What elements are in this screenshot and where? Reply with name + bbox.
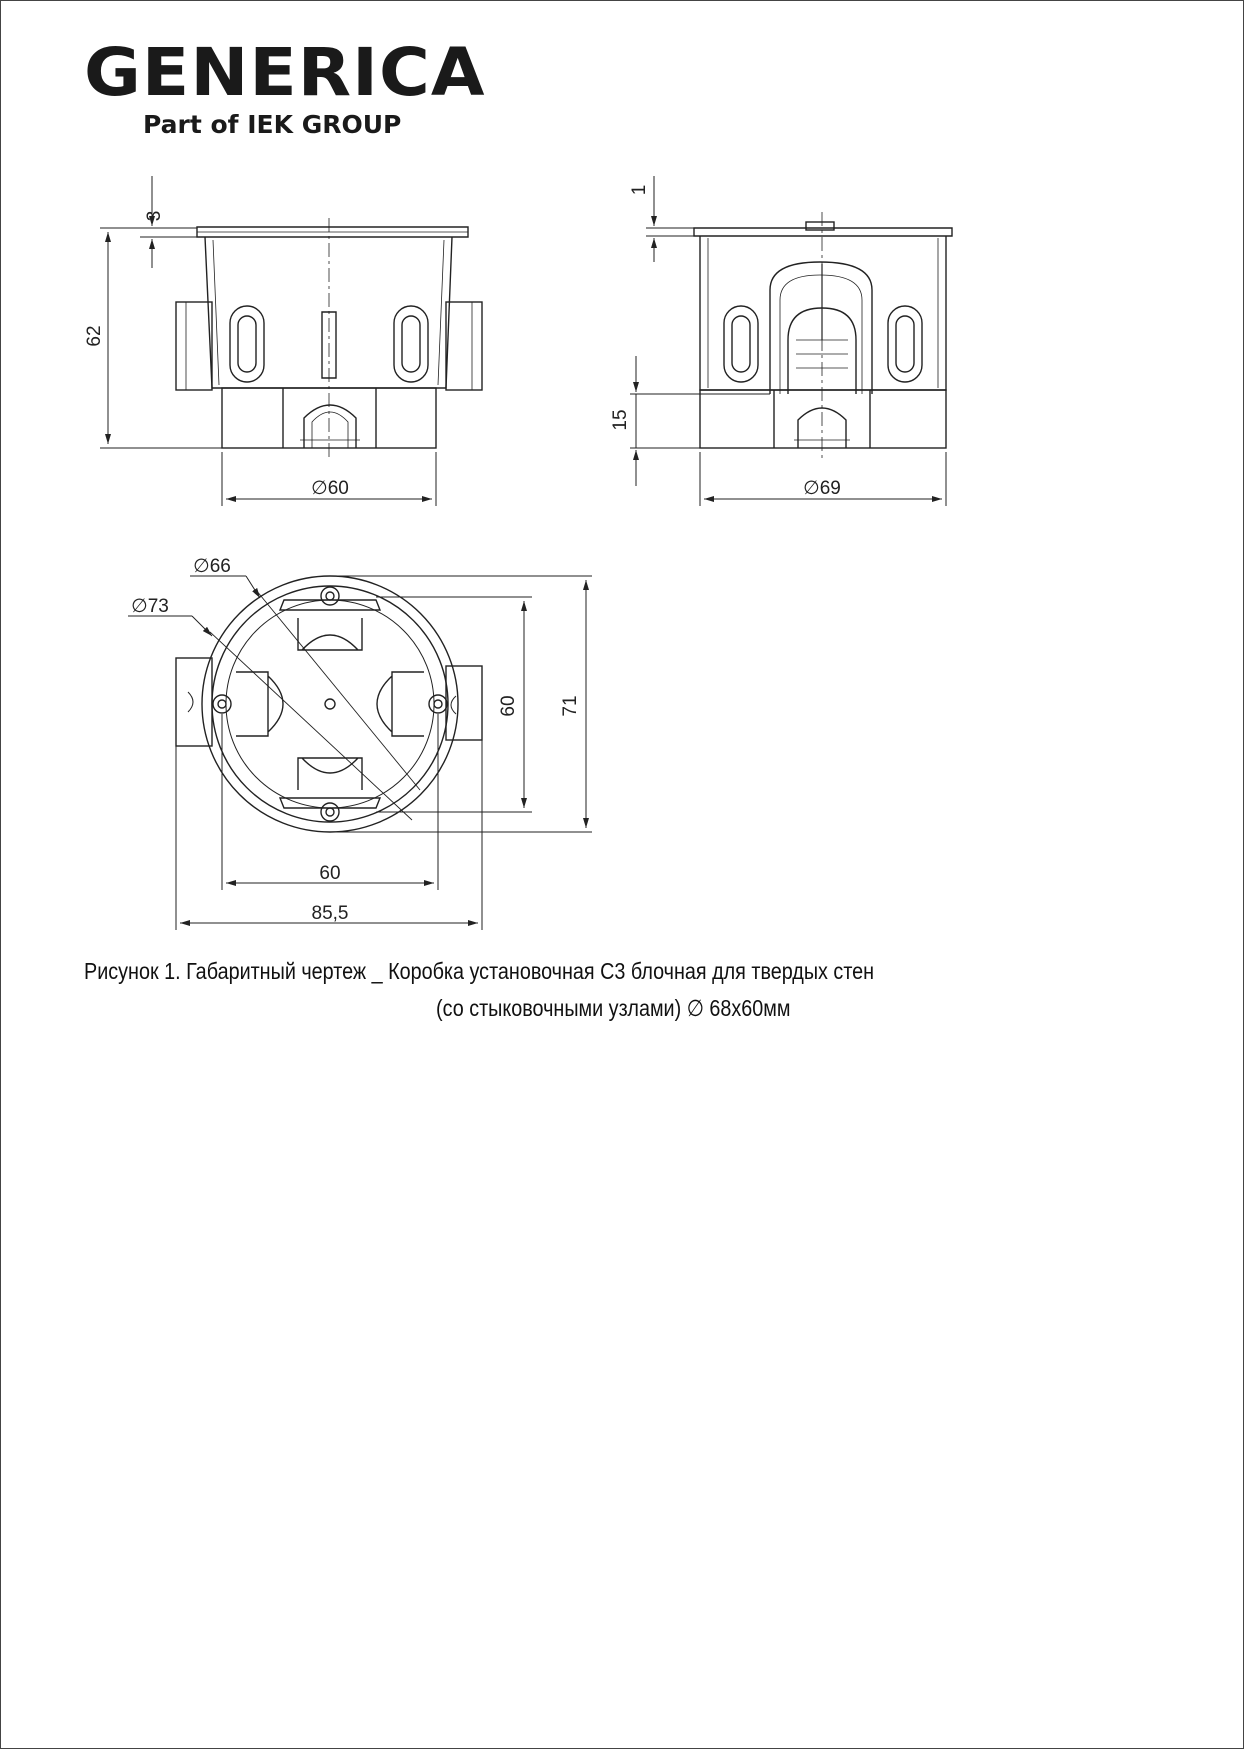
dim-plan-inner-width: 60 <box>319 863 341 884</box>
front-view-dimensions <box>100 176 436 506</box>
dim-side-lip-height: 1 <box>629 184 650 196</box>
dim-plan-outer-height: 71 <box>560 695 581 717</box>
side-view <box>694 212 952 458</box>
dim-diameter-73: ∅73 <box>131 596 169 617</box>
dim-connector-height: 15 <box>610 409 631 431</box>
dim-total-height: 62 <box>84 325 105 347</box>
dim-diameter-66: ∅66 <box>193 556 231 577</box>
brand-tagline: Part of IEK GROUP <box>143 110 402 139</box>
dim-plan-inner-height: 60 <box>498 695 519 717</box>
figure-caption-line-1: Рисунок 1. Габаритный чертеж _ Коробка установочная С3 блочная для твердых стен <box>84 958 875 984</box>
dim-top-lip-height: 3 <box>144 210 165 222</box>
dim-diameter-69: ∅69 <box>803 478 841 499</box>
dim-diameter-60: ∅60 <box>311 478 349 499</box>
brand-name: GENERICA <box>84 34 486 111</box>
dim-plan-outer-width: 85,5 <box>311 903 349 924</box>
plan-view-dimensions <box>128 576 592 930</box>
front-view <box>176 218 482 458</box>
figure-caption-line-2: (со стыковочными узлами) ∅ 68х60мм <box>436 995 791 1021</box>
